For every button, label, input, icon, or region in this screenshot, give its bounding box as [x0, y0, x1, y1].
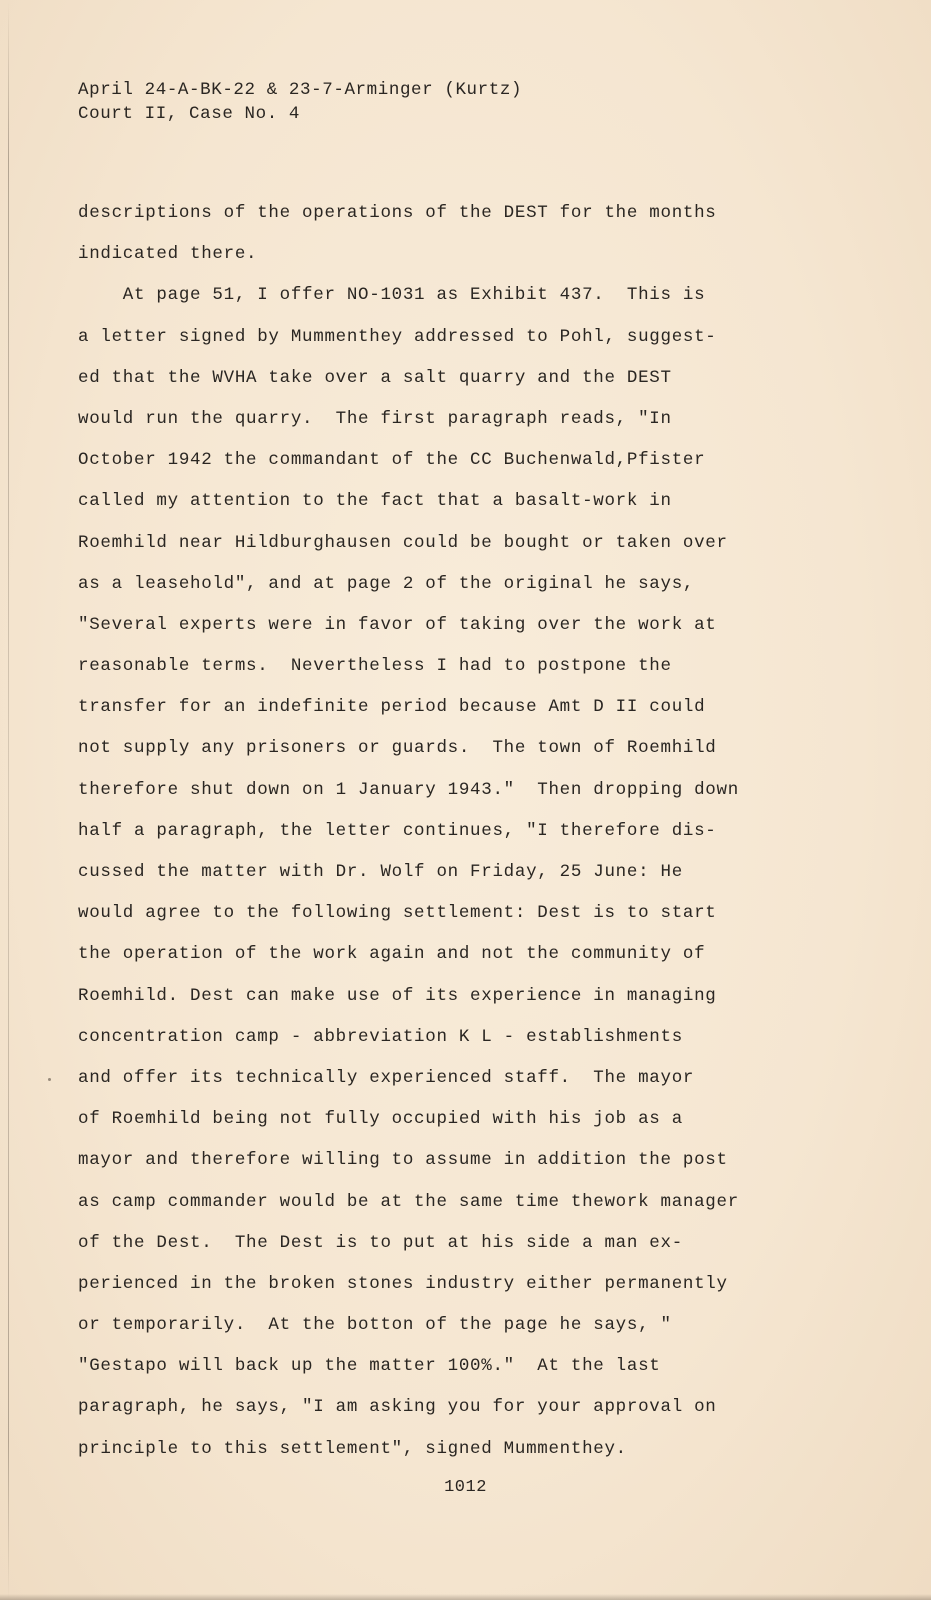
body-line: would run the quarry. The first paragraph reads, "In: [78, 408, 672, 429]
body-line: descriptions of the operations of the DEST for the months: [78, 203, 717, 223]
body-line: cussed the matter with Dr. Wolf on Friday, 25 June: He: [78, 862, 683, 882]
body-line: not supply any prisoners or guards. The town of Roemhild: [78, 738, 717, 759]
body-line: as a leasehold", and at page 2 of the original he says,: [78, 573, 695, 594]
body-line: half a paragraph, the letter continues, "I therefore dis-: [78, 820, 717, 841]
page-bottom-shadow: [0, 1594, 931, 1600]
body-line: ed that the WVHA take over a salt quarry and the DEST: [78, 367, 672, 388]
body-line: transfer for an indefinite period because Amt D II could: [78, 697, 706, 718]
header-line-1: April 24-A-BK-22 & 23-7-Arminger (Kurtz): [78, 80, 523, 100]
body-line: October 1942 the commandant of the CC Buchenwald,Pfister: [78, 450, 706, 471]
body-line: and offer its technically experienced staff. The mayor: [78, 1067, 695, 1088]
body-line: as camp commander would be at the same time thework manager: [78, 1191, 739, 1212]
body-line: the operation of the work again and not the community of: [78, 944, 706, 965]
body-line: indicated there.: [78, 244, 258, 265]
body-line: principle to this settlement", signed Mummenthey.: [78, 1438, 627, 1459]
body-line: paragraph, he says, "I am asking you for your approval on: [78, 1397, 717, 1418]
body-line: Roemhild near Hildburghausen could be bought or taken over: [78, 532, 728, 553]
body-line: or temporarily. At the botton of the page he says, ": [78, 1315, 672, 1336]
body-line: of Roemhild being not fully occupied with his job as a: [78, 1109, 683, 1130]
body-line: mayor and therefore willing to assume in addition the post: [78, 1150, 728, 1171]
body-line: Roemhild. Dest can make use of its experience in managing: [78, 985, 717, 1006]
body-line: therefore shut down on 1 January 1943." Then dropping down: [78, 779, 739, 800]
body-line: would agree to the following settlement: Dest is to start: [78, 903, 717, 924]
body-line: "Gestapo will back up the matter 100%." At the last: [78, 1356, 661, 1377]
header-line-2: Court II, Case No. 4: [78, 104, 301, 124]
transcript-body: [78, 193, 878, 1470]
body-line: perienced in the broken stones industry either permanently: [78, 1273, 728, 1294]
body-line: called my attention to the fact that a basalt-work in: [78, 491, 672, 512]
body-line: At page 51, I offer NO-1031 as Exhibit 437. This is: [78, 285, 706, 306]
body-line: "Several experts were in favor of taking over the work at: [78, 614, 717, 635]
document-header: [78, 78, 522, 126]
ink-smudge: [48, 1078, 51, 1081]
page-number: 1012: [444, 1478, 487, 1497]
body-line: of the Dest. The Dest is to put at his side a man ex-: [78, 1232, 683, 1253]
body-line: reasonable terms. Nevertheless I had to postpone the: [78, 656, 672, 677]
body-line: a letter signed by Mummenthey addressed to Pohl, suggest-: [78, 326, 717, 347]
page-edge-shadow: [8, 0, 9, 1600]
body-line: concentration camp - abbreviation K L - establishments: [78, 1026, 683, 1047]
